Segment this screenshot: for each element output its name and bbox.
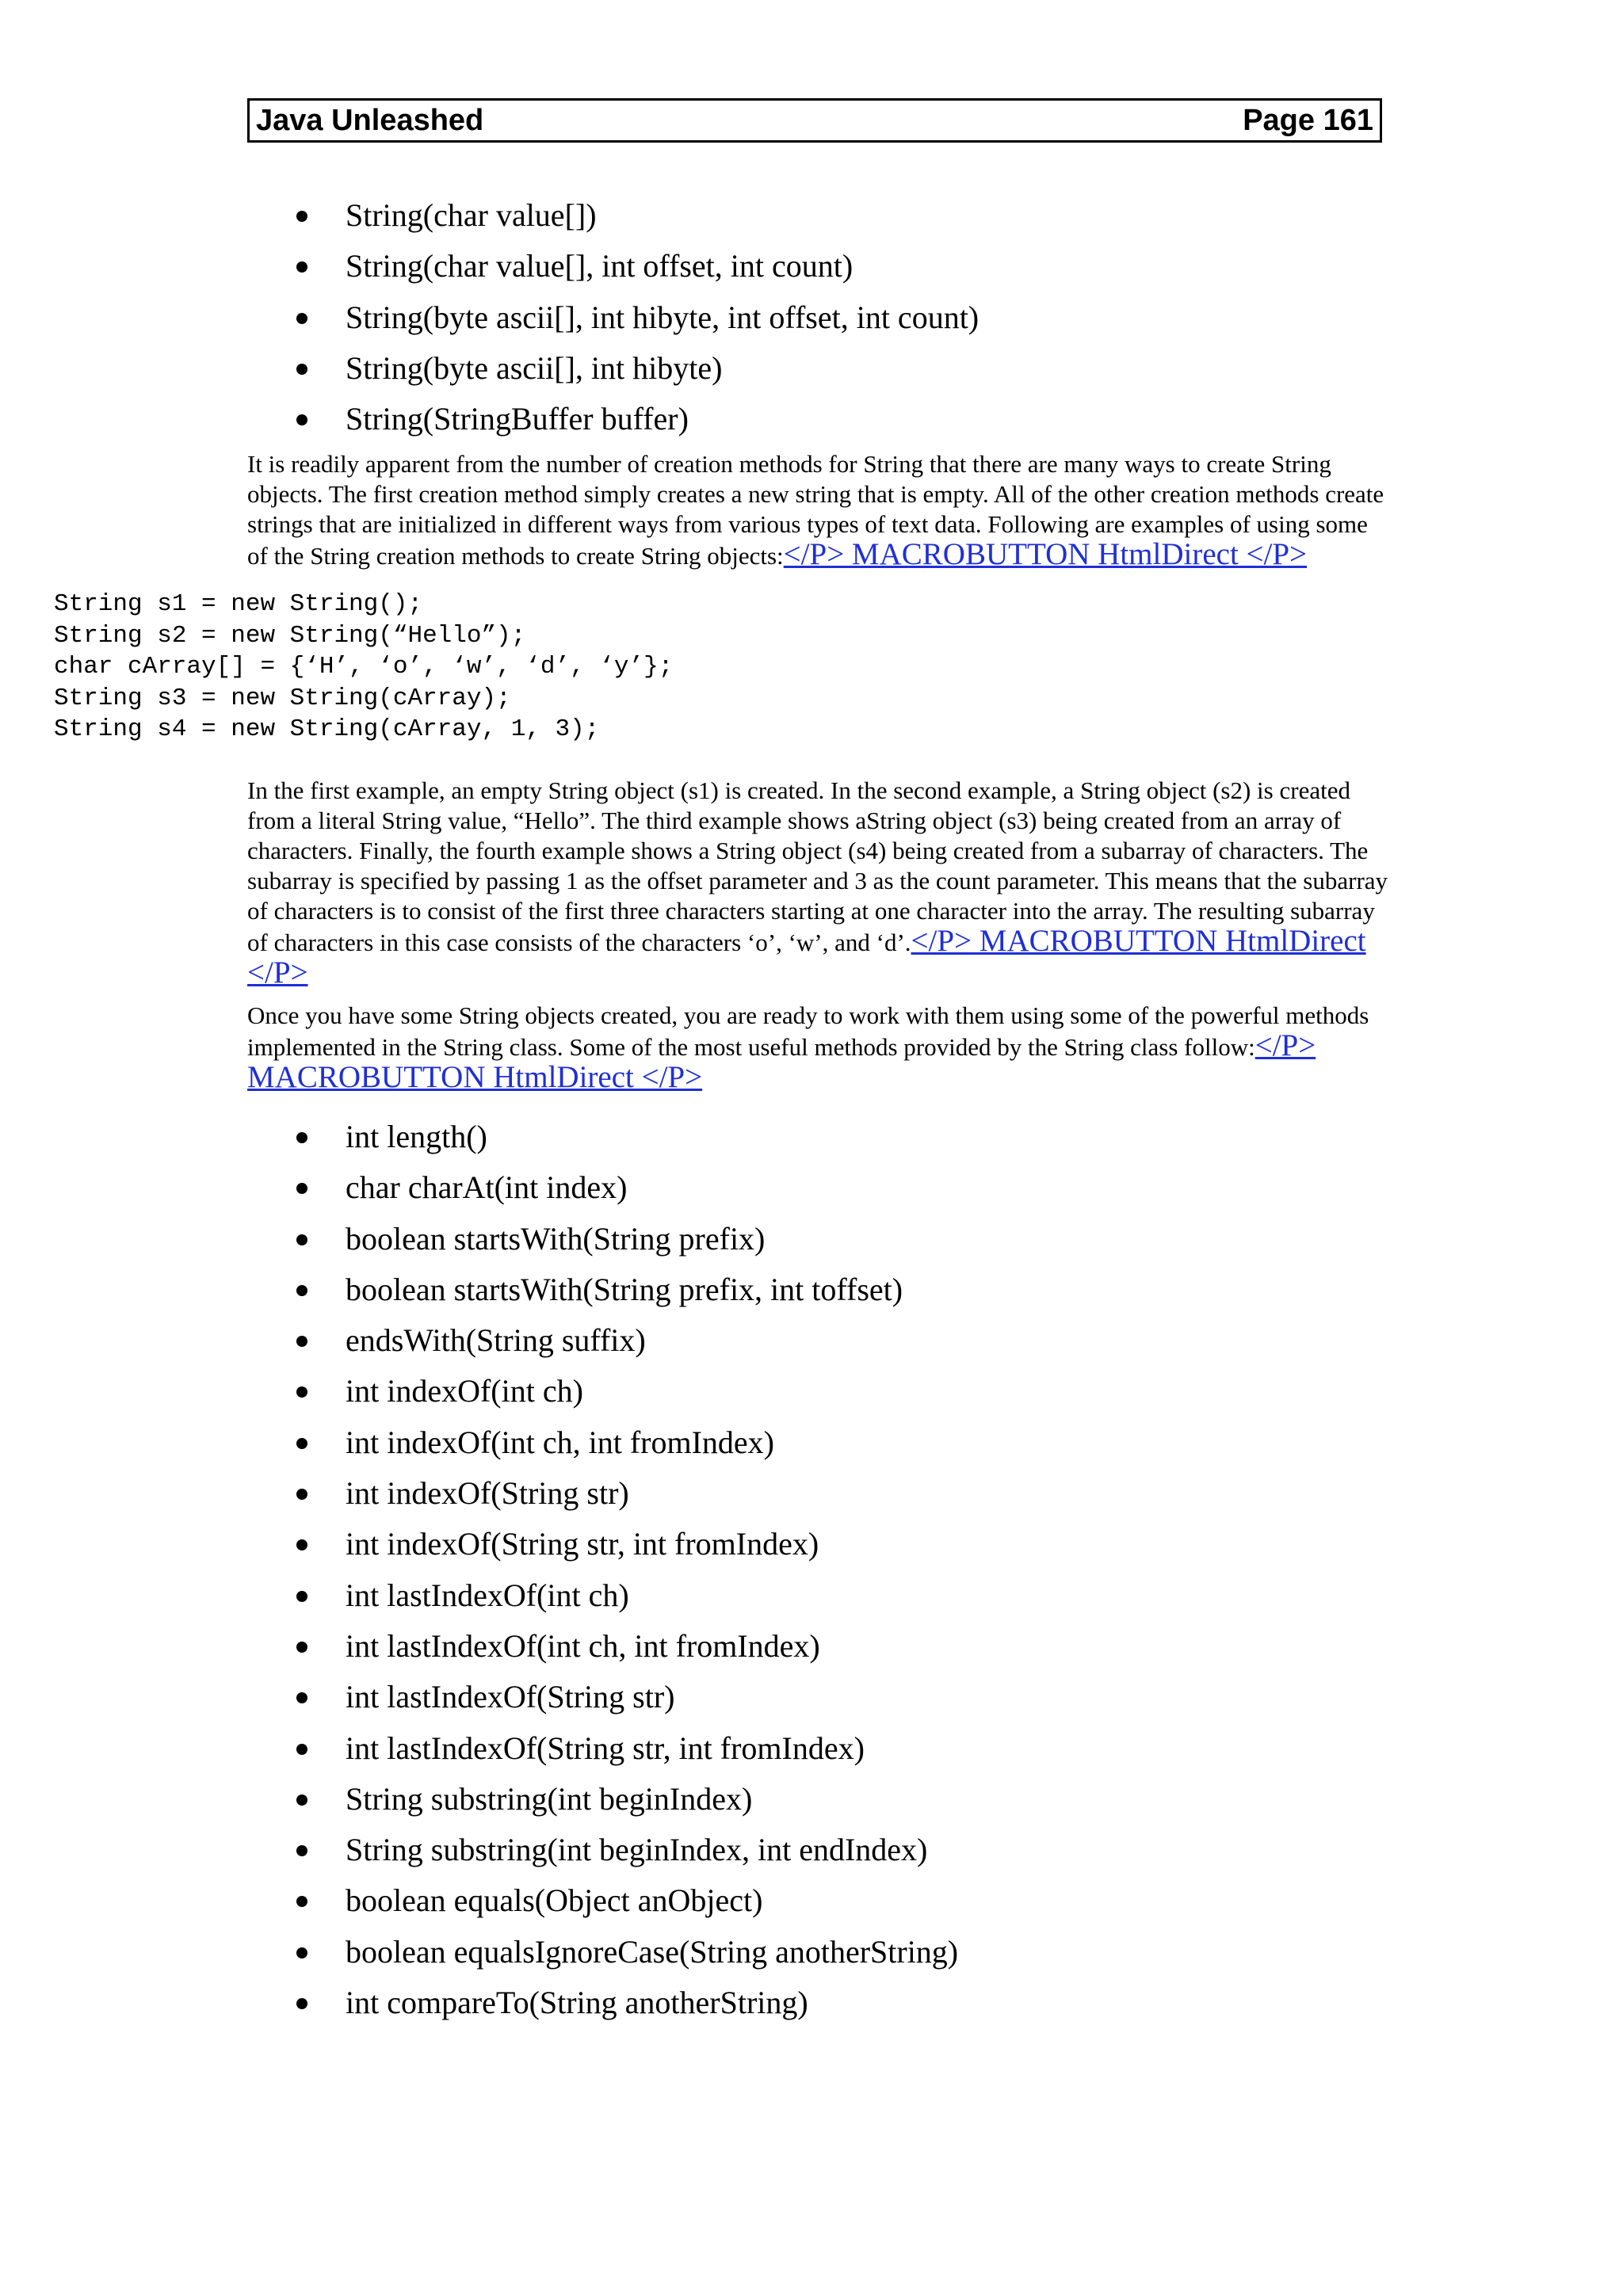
macrobutton-link[interactable]: </P> MACROBUTTON HtmlDirect </P> [247, 1028, 1316, 1094]
list-item: String substring(int beginIndex, int endIndex) [296, 1825, 1623, 1875]
list-item: String(byte ascii[], int hibyte) [296, 343, 1623, 394]
bullet-icon [296, 1336, 307, 1347]
bullet-icon [296, 1285, 307, 1296]
code-line: char cArray[] = {‘H’, ‘o’, ‘w’, ‘d’, ‘y’}; [54, 653, 674, 681]
list-item: boolean equals(Object anObject) [296, 1875, 1623, 1926]
list-item: String substring(int beginIndex) [296, 1774, 1623, 1825]
page-content [0, 190, 1623, 2028]
book-title: Java Unleashed [256, 103, 484, 137]
list-item: int lastIndexOf(int ch) [296, 1570, 1623, 1621]
list-item: int indexOf(int ch) [296, 1366, 1623, 1417]
bullet-icon [296, 261, 307, 273]
bullet-icon [296, 1386, 307, 1398]
bullet-icon [296, 1947, 307, 1958]
list-item: String(byte ascii[], int hibyte, int offset, int count) [296, 292, 1623, 343]
code-line: String s1 = new String(); [54, 590, 423, 619]
bullet-icon [296, 1591, 307, 1602]
bullet-icon [296, 1438, 307, 1449]
bullet-icon [296, 1794, 307, 1806]
bullet-icon [296, 1234, 307, 1245]
bullet-icon [296, 1489, 307, 1500]
paragraph-creation-methods: It is readily apparent from the number of creation methods for String that there are many ways to create String objects. The first creation method simply creates a new string that is empty. All of the other creation methods create strings that are initialized in different ways from various types of text data. Following are examples of using some of the String creation methods to create String objects:</P> MACROBUTTON HtmlDirect </P> [247, 450, 1384, 572]
list-item: String(char value[], int offset, int count) [296, 241, 1623, 292]
method-list [0, 1112, 1623, 2028]
bullet-icon [296, 364, 307, 375]
page-number: Page 161 [1243, 103, 1373, 137]
list-item: boolean startsWith(String prefix, int toffset) [296, 1264, 1623, 1315]
list-item: String(char value[]) [296, 190, 1623, 241]
bullet-icon [296, 1998, 307, 2009]
bullet-icon [296, 1642, 307, 1653]
list-item: boolean equalsIgnoreCase(String anotherString) [296, 1927, 1623, 1978]
list-item: int length() [296, 1112, 1623, 1162]
paragraph-examples: In the first example, an empty String object (s1) is created. In the second example, a String object (s2) is created from a literal String value, “Hello”. The third example shows aString object (s3) being created from an array of characters. Finally, the fourth example shows a String object (s4) being created from a subarray of characters. The subarray is specified by passing 1 as the offset parameter and 3 as the count parameter. This means that the subarray of characters is to consist of the first three characters starting at one character into the array. The resulting subarray of characters in this case consists of the characters ‘o’, ‘w’, and ‘d’.</P> MACROBUTTON HtmlDirect </P> [247, 776, 1388, 990]
bullet-icon [296, 1845, 307, 1856]
list-item: char charAt(int index) [296, 1162, 1623, 1213]
list-item: int lastIndexOf(String str, int fromIndex) [296, 1723, 1623, 1774]
list-item: endsWith(String suffix) [296, 1315, 1623, 1366]
bullet-icon [296, 1183, 307, 1194]
code-line: String s2 = new String(“Hello”); [54, 621, 526, 650]
list-item: int indexOf(String str, int fromIndex) [296, 1519, 1623, 1569]
list-item: int lastIndexOf(int ch, int fromIndex) [296, 1621, 1623, 1672]
bullet-icon [296, 1896, 307, 1907]
paragraph-methods-intro: Once you have some String objects created, you are ready to work with them using some of the powerful methods implemented in the String class. Some of the most useful methods provided by the String class follow:</P> MACROBUTTON HtmlDirect </P> [247, 1001, 1369, 1094]
bullet-icon [296, 1539, 307, 1550]
list-item: String(StringBuffer buffer) [296, 394, 1623, 444]
macrobutton-link[interactable]: </P> MACROBUTTON HtmlDirect </P> [247, 923, 1366, 990]
code-line: String s3 = new String(cArray); [54, 684, 511, 712]
bullet-icon [296, 313, 307, 324]
list-item: int indexOf(int ch, int fromIndex) [296, 1417, 1623, 1468]
bullet-icon [296, 1132, 307, 1143]
bullet-icon [296, 414, 307, 425]
list-item: int lastIndexOf(String str) [296, 1672, 1623, 1722]
constructor-list [0, 190, 1623, 444]
bullet-icon [296, 211, 307, 222]
bullet-icon [296, 1692, 307, 1703]
list-item: int indexOf(String str) [296, 1468, 1623, 1519]
list-item: boolean startsWith(String prefix) [296, 1214, 1623, 1264]
code-block [54, 589, 1623, 746]
bullet-icon [296, 1744, 307, 1755]
list-item: int compareTo(String anotherString) [296, 1978, 1623, 2028]
page-header [247, 98, 1382, 143]
code-line: String s4 = new String(cArray, 1, 3); [54, 715, 600, 744]
macrobutton-link[interactable]: </P> MACROBUTTON HtmlDirect </P> [783, 537, 1308, 572]
